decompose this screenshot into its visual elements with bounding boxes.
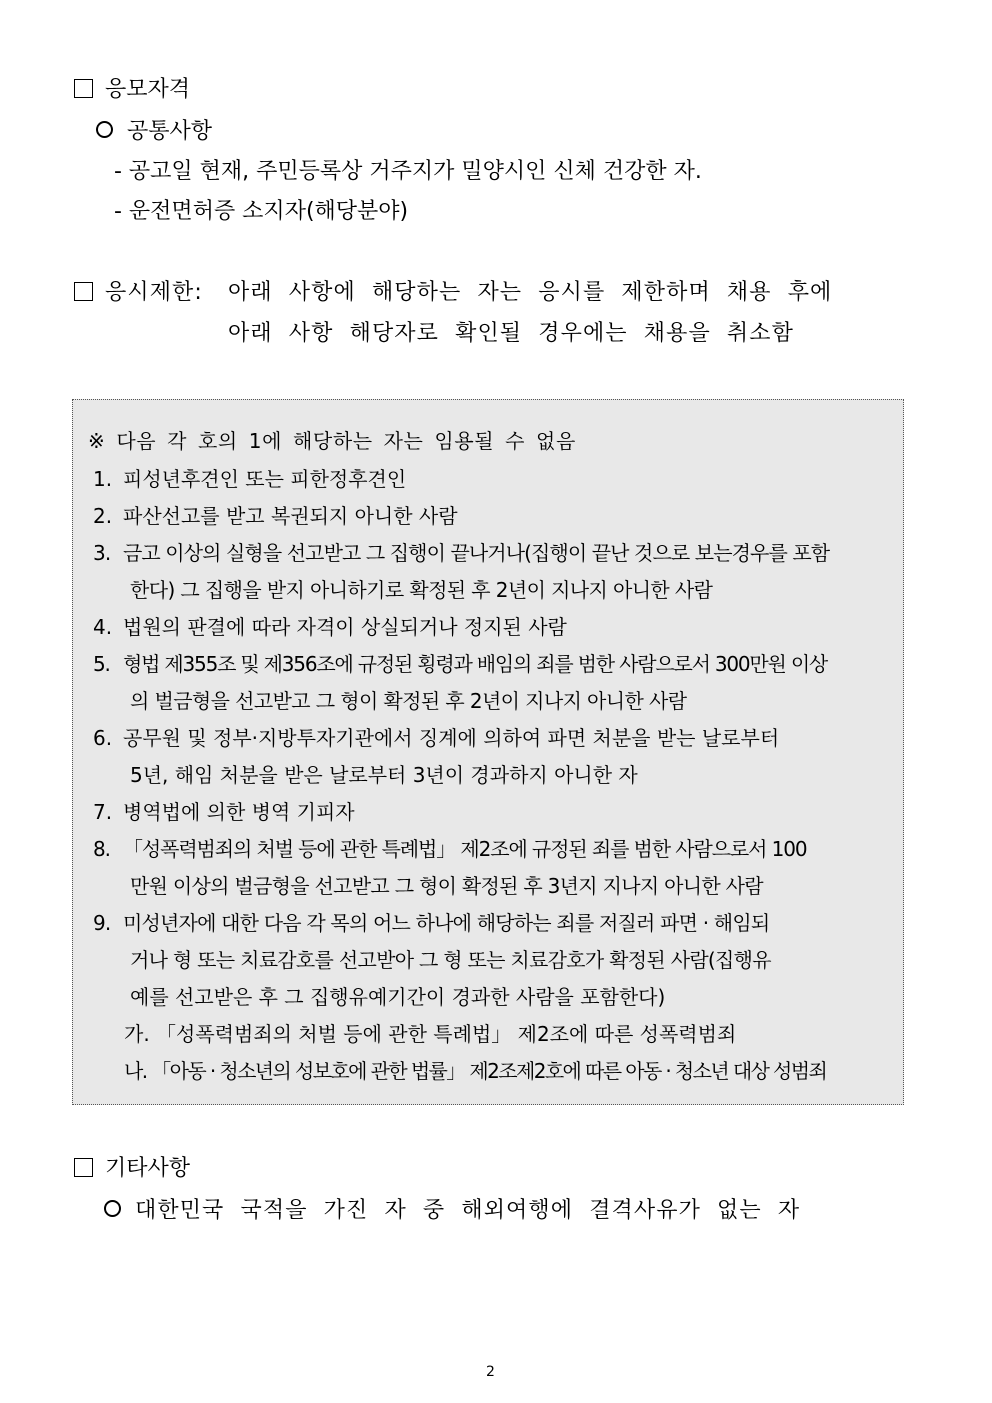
notice-item-8: 8. 「성폭력범죄의 처벌 등에 관한 특례법」 제2조에 규정된 죄를 범한 사람으로서 100 [93,837,807,861]
notice-item-9-sub-ga: 가. 「성폭력범죄의 처벌 등에 관한 특례법」 제2조에 따른 성폭력범죄 [124,1022,737,1046]
notice-item-6-cont: 5년, 해임 처분을 받은 날로부터 3년이 경과하지 아니한 자 [130,763,638,787]
checkbox-square-icon [74,282,93,301]
notice-item-7: 7. 병역법에 의한 병역 기피자 [93,800,355,824]
section-other-title: 기타사항 [74,1151,190,1182]
qualification-item: - 공고일 현재, 주민등록상 거주지가 밀양시인 신체 건강한 자. [114,159,702,184]
notice-item-2: 2. 파산선고를 받고 복권되지 아니한 사람 [93,504,458,528]
notice-item-5: 5. 형법 제355조 및 제356조에 규정된 횡령과 배임의 죄를 범한 사람으로서 300만원 이상 [93,652,828,676]
common-heading: 공통사항 [96,114,212,145]
notice-item-9-sub-na: 나. 「아동 · 청소년의 성보호에 관한 법률」 제2조제2호에 따른 아동 · 청소년 대상 성범죄 [124,1059,827,1083]
notice-item-8-cont: 만원 이상의 벌금형을 선고받고 그 형이 확정된 후 3년지 지나지 아니한 사람 [130,874,763,898]
notice-item-3: 3. 금고 이상의 실형을 선고받고 그 집행이 끝나거나(집행이 끝난 것으로 보는경우를 포함 [93,541,830,565]
notice-item-6: 6. 공무원 및 정부·지방투자기관에서 징계에 의하여 파면 처분을 받는 날로부터 [93,726,780,750]
notice-heading: ※ 다음 각 호의 1에 해당하는 자는 임용될 수 없음 [88,429,576,453]
restriction-line-1: 아래 사항에 해당하는 자는 응시를 제한하며 채용 후에 [228,280,833,305]
notice-item-5-cont: 의 벌금형을 선고받고 그 형이 확정된 후 2년이 지나지 아니한 사람 [130,689,687,713]
restriction-line-2: 아래 사항 해당자로 확인될 경우에는 채용을 취소함 [228,321,794,346]
notice-item-9: 9. 미성년자에 대한 다음 각 목의 어느 하나에 해당하는 죄를 저질러 파면 · 해임되 [93,911,770,935]
section-restriction-title: 응시제한: [74,275,203,306]
qualification-item: - 운전면허증 소지자(해당분야) [114,199,409,224]
other-item: 대한민국 국적을 가진 자 중 해외여행에 결격사유가 없는 자 [104,1193,800,1224]
section-qualification-title: 응모자격 [74,72,190,103]
notice-item-9-cont: 예를 선고받은 후 그 집행유예기간이 경과한 사람을 포함한다) [130,985,666,1009]
circle-bullet-icon [96,121,113,138]
notice-item-9-cont: 거나 형 또는 치료감호를 선고받아 그 형 또는 치료감호가 확정된 사람(집행유 [130,948,771,972]
checkbox-square-icon [74,79,93,98]
notice-item-4: 4. 법원의 판결에 따라 자격이 상실되거나 정지된 사람 [93,615,567,639]
checkbox-square-icon [74,1158,93,1177]
page-number: 2 [486,1364,495,1380]
notice-item-3-cont: 한다) 그 집행을 받지 아니하기로 확정된 후 2년이 지나지 아니한 사람 [130,578,713,602]
notice-item-1: 1. 피성년후견인 또는 피한정후견인 [93,467,407,491]
circle-bullet-icon [104,1200,121,1217]
